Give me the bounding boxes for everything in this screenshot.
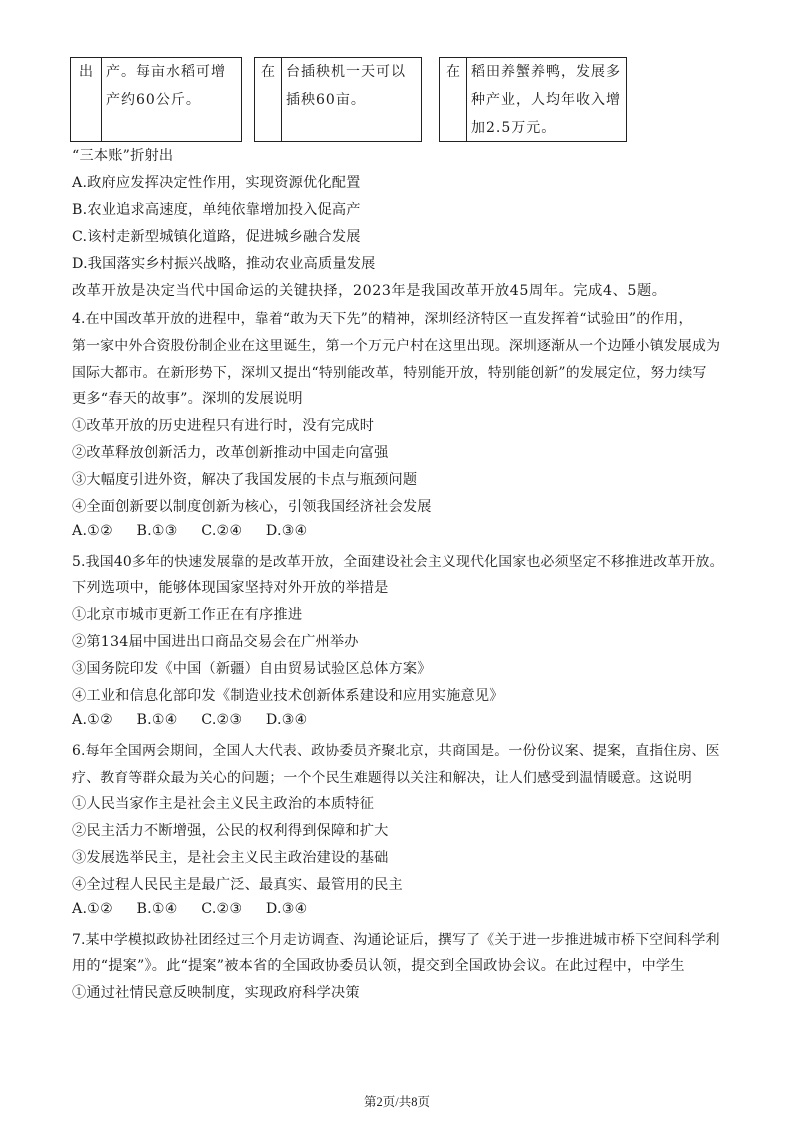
q4-item-2: ②改革释放创新活力，改革创新推动中国走向富强 [72, 445, 389, 461]
data-box-1 [70, 57, 242, 142]
q6-item-4: ④全过程人民民主是最广泛、最真实、最管用的民主 [72, 877, 403, 893]
q5-item-1: ①北京市城市更新工作正在有序推进 [72, 607, 303, 623]
box-label: 在 [440, 58, 467, 141]
q5-stem-line-1: 5.我国40多年的快速发展靠的是改革开放，全面建设社会主义现代化国家也必须坚定不移推进改革开放。 [72, 554, 724, 570]
box-label: 出 [71, 58, 102, 141]
q4-item-4: ④全面创新要以制度创新为核心，引领我国经济社会发展 [72, 499, 432, 515]
data-box-2 [254, 57, 422, 142]
q3-option-b: B.农业追求高速度，单纯依靠增加投入促高产 [72, 202, 361, 218]
q6-item-2: ②民主活力不断增强，公民的权利得到保障和扩大 [72, 823, 389, 839]
q6-stem-line-2: 疗、教育等群众最为关心的问题；一个个民生难题得以关注和解决，让人们感受到温情暖意。这说明 [72, 770, 692, 786]
q4-stem-line-3: 国际大都市。在新形势下，深圳又提出“特别能改革，特别能开放，特别能创新”的发展定位，努力续写 [72, 365, 707, 381]
page-number: 第2页/共8页 [364, 1095, 430, 1109]
q3-stem-tail: “三本账”折射出 [72, 148, 174, 164]
data-box-3 [439, 57, 627, 142]
box-label: 在 [255, 58, 282, 141]
q7-stem-line-1: 7.某中学模拟政协社团经过三个月走访调查、沟通论证后，撰写了《关于进一步推进城市桥下空间科学利 [72, 932, 720, 948]
q6-item-3: ③发展选举民主，是社会主义民主政治建设的基础 [72, 850, 389, 866]
q5-item-2: ②第134届中国进出口商品交易会在广州举办 [72, 634, 359, 650]
q7-stem-line-2: 用的“提案”》。此“提案”被本省的全国政协委员认领，提交到全国政协会议。在此过程中，中学生 [72, 958, 685, 974]
q5-options: A.①② B.①④ C.②③ D.③④ [72, 712, 308, 728]
q7-item-1: ①通过社情民意反映制度，实现政府科学决策 [72, 985, 360, 1001]
q6-stem-line-1: 6.每年全国两会期间，全国人大代表、政协委员齐聚北京，共商国是。一份份议案、提案，直指住房、医 [72, 743, 720, 759]
q4-stem-line-1: 4.在中国改革开放的进程中，靠着“敢为天下先”的精神，深圳经济特区一直发挥着“试验田”的作用， [72, 311, 693, 327]
q6-item-1: ①人民当家作主是社会主义民主政治的本质特征 [72, 796, 375, 812]
box-text: 产。每亩水稻可增产约60公斤。 [106, 64, 226, 108]
q4-item-1: ①改革开放的历史进程只有进行时，没有完成时 [72, 418, 375, 434]
section-intro: 改革开放是决定当代中国命运的关键抉择，2023年是我国改革开放45周年。完成4、5题。 [72, 283, 667, 299]
box-text: 台插秧机一天可以插秧60亩。 [286, 64, 406, 108]
q3-option-c: C.该村走新型城镇化道路，促进城乡融合发展 [72, 229, 361, 245]
q3-option-a: A.政府应发挥决定性作用，实现资源优化配置 [72, 175, 361, 191]
q4-options: A.①② B.①③ C.②④ D.③④ [72, 523, 308, 539]
q4-stem-line-4: 更多“春天的故事”。深圳的发展说明 [72, 391, 303, 407]
box-text: 稻田养蟹养鸭，发展多种产业，人均年收入增加2.5万元。 [471, 64, 621, 136]
q4-stem-line-2: 第一家中外合资股份制企业在这里诞生，第一个万元户村在这里出现。深圳逐渐从一个边陲小镇发展成为 [72, 338, 721, 354]
q5-item-3: ③国务院印发《中国（新疆）自由贸易试验区总体方案》 [72, 661, 432, 677]
q5-item-4: ④工业和信息化部印发《制造业技术创新体系建设和应用实施意见》 [72, 688, 504, 704]
q5-stem-line-2: 下列选项中，能够体现国家坚持对外开放的举措是 [72, 580, 389, 596]
q4-item-3: ③大幅度引进外资，解决了我国发展的卡点与瓶颈问题 [72, 472, 418, 488]
q6-options: A.①② B.①④ C.②③ D.③④ [72, 901, 308, 917]
q3-option-d: D.我国落实乡村振兴战略，推动农业高质量发展 [72, 256, 376, 272]
